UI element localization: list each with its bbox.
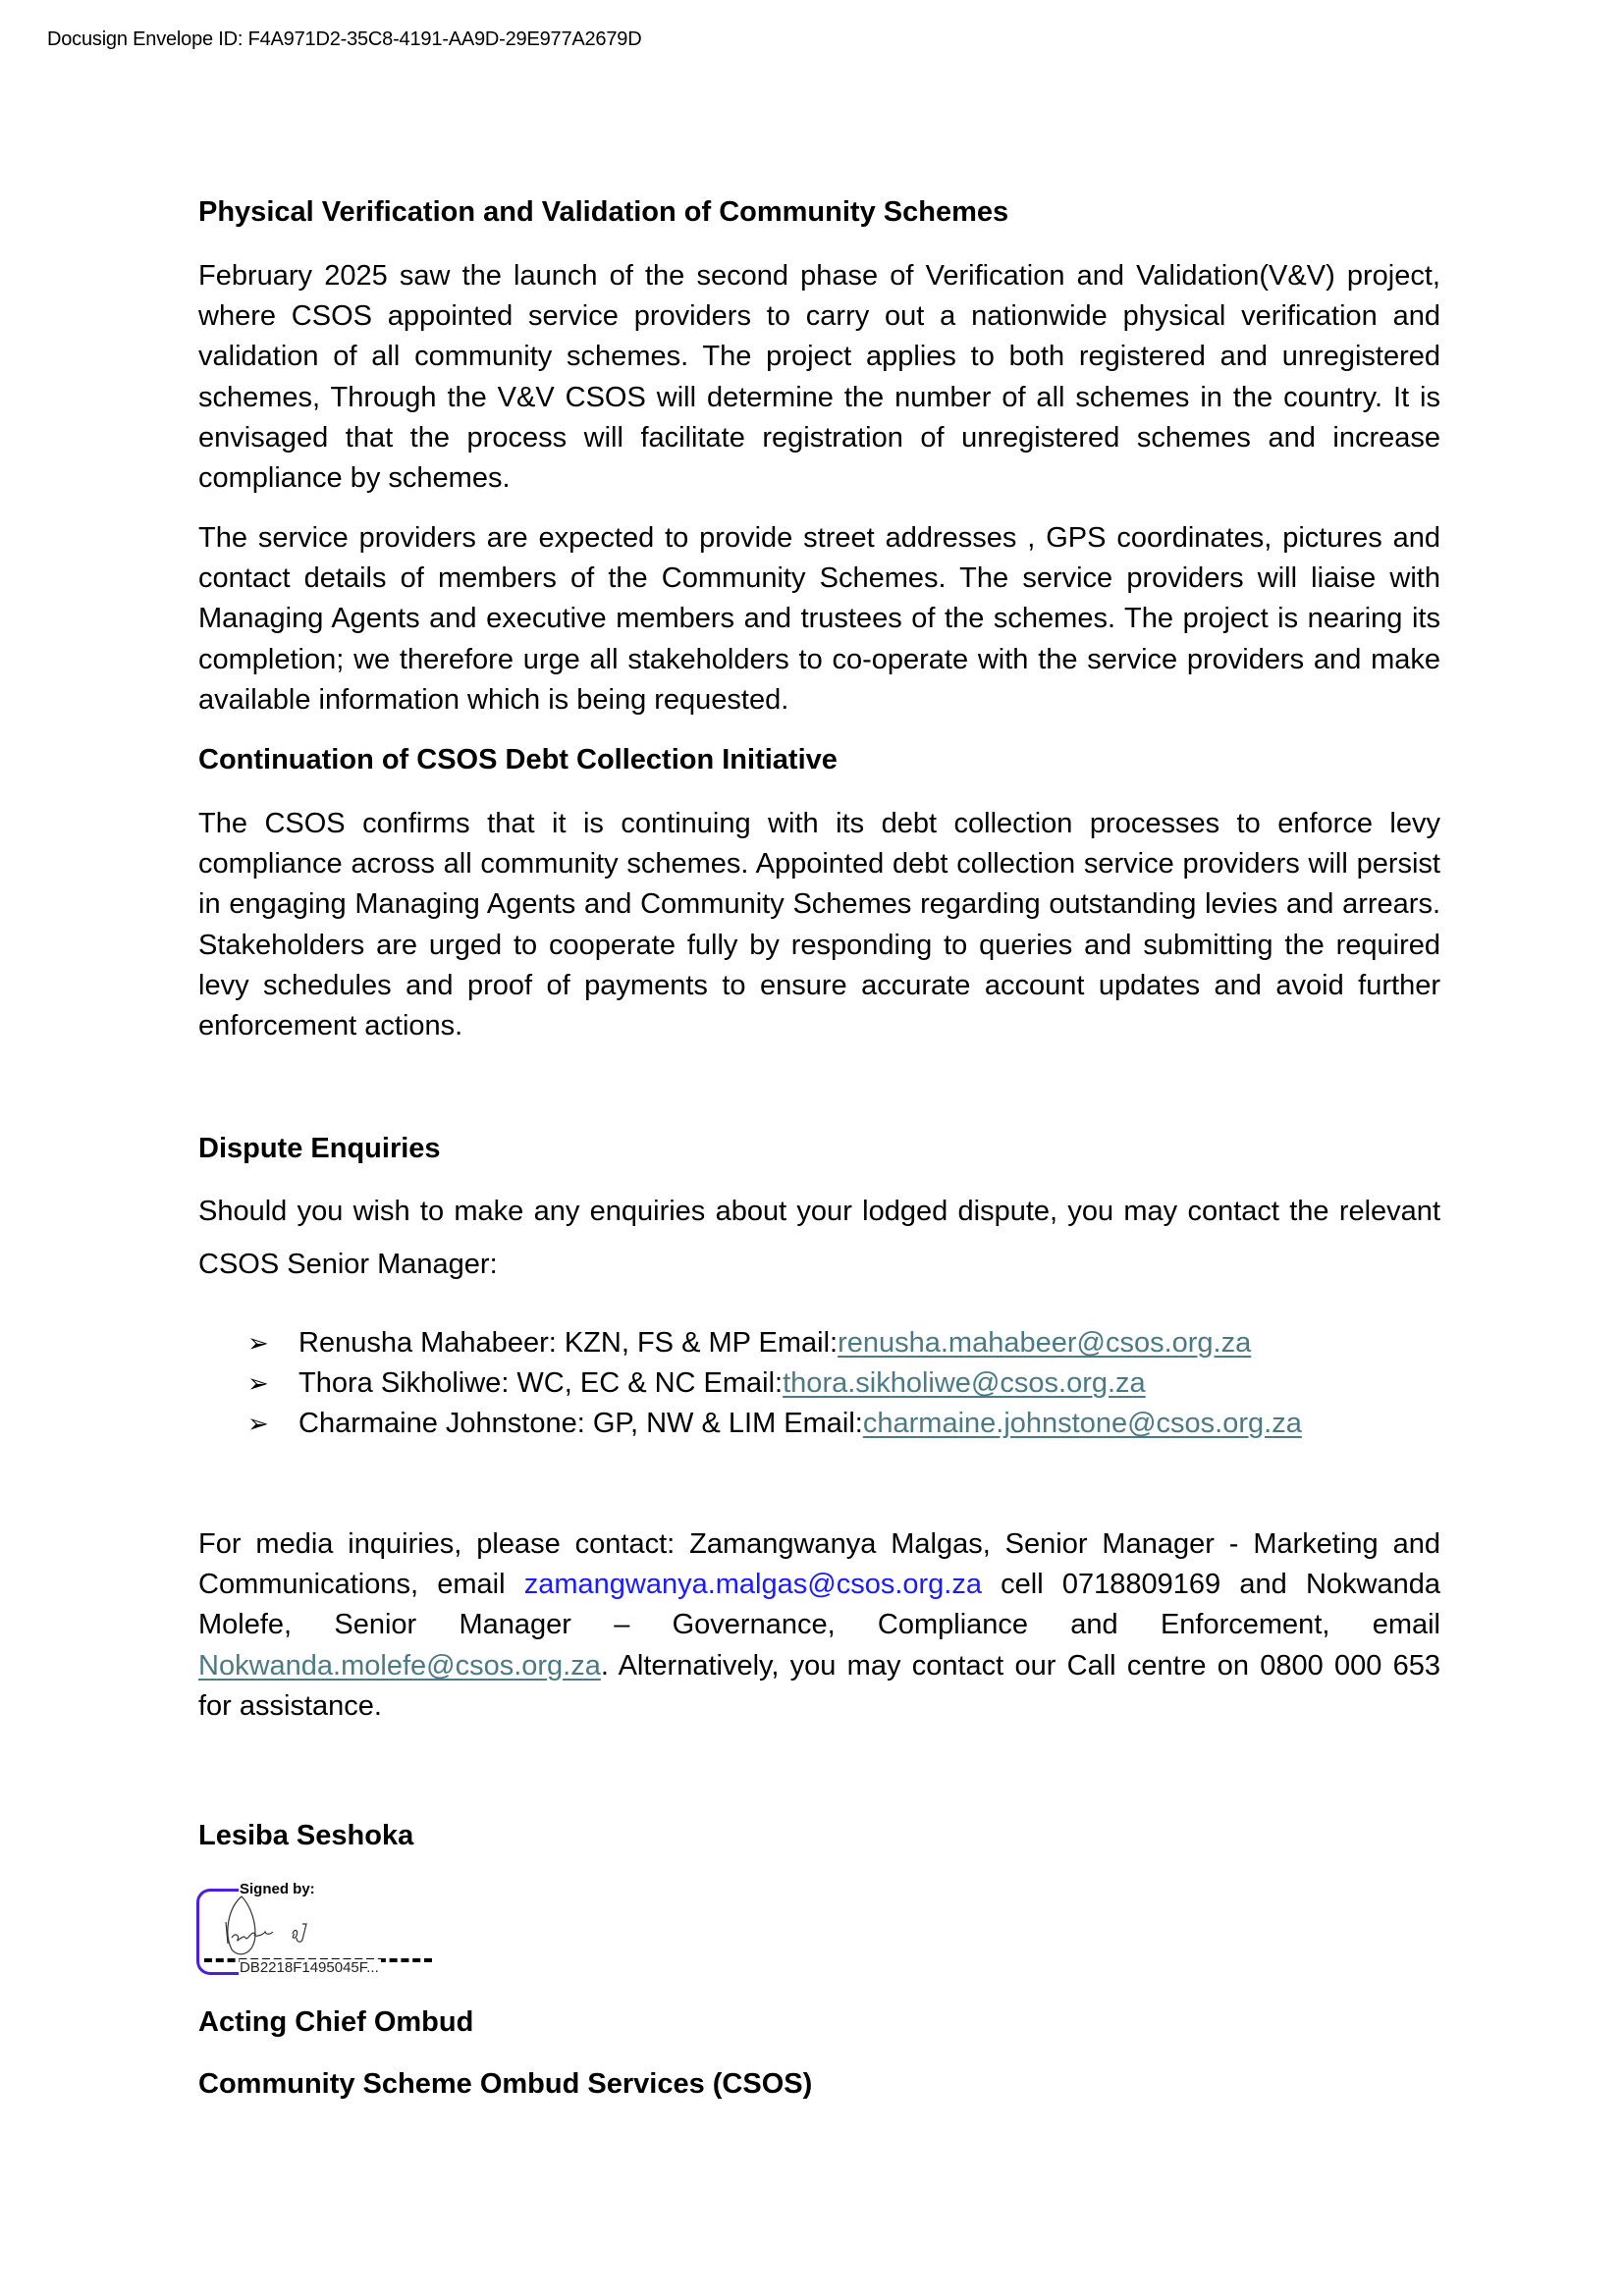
arrow-bullet-icon: ➢ <box>247 1368 269 1399</box>
contact-label: Thora Sikholiwe: WC, EC & NC Email: <box>298 1367 784 1400</box>
email-link-charmaine[interactable]: charmaine.johnstone@csos.org.za <box>862 1408 1302 1440</box>
list-item <box>247 1323 1302 1363</box>
media-text-1: For media inquiries, please contact: Zamangwanya Malgas, Senior Manager - Marketing and Communications, email <box>198 1528 1440 1601</box>
arrow-bullet-icon: ➢ <box>247 1328 269 1358</box>
docusign-signature-block <box>196 1881 432 1979</box>
signatory-organisation: Community Scheme Ombud Services (CSOS) <box>198 2068 813 2100</box>
senior-manager-list <box>247 1323 1302 1445</box>
signed-by-label: Signed by: <box>240 1881 315 1897</box>
arrow-bullet-icon: ➢ <box>247 1409 269 1439</box>
paragraph-vv-service-providers: The service providers are expected to provide street addresses , GPS coordinates, pictures and contact details of members of the Community Schemes. The service providers will liaise with Managing Agents and executive members and trustees of the schemes. The project is nearing its completion; we therefore urge all stakeholders to co-operate with the service providers and make available information which is being requested. <box>198 522 1440 716</box>
email-link-nokwanda[interactable]: Nokwanda.molefe@csos.org.za <box>198 1649 601 1682</box>
paragraph-media-inquiries <box>198 1524 1440 1727</box>
heading-dispute-enquiries: Dispute Enquiries <box>198 1133 441 1164</box>
contact-label: Renusha Mahabeer: KZN, FS & MP Email: <box>298 1327 839 1359</box>
paragraph-vv-launch: February 2025 saw the launch of the second phase of Verification and Validation(V&V) project, where CSOS appointed service providers to carry out a nationwide physical verification and validation of all community schemes. The project applies to both registered and unregistered schemes, Through the V&V CSOS will determine the number of all schemes in the country. It is envisaged that the process will facilitate registration of unregistered schemes and increase compliance by schemes. <box>198 260 1440 495</box>
list-item <box>247 1404 1302 1444</box>
contact-label: Charmaine Johnstone: GP, NW & LIM Email: <box>298 1408 863 1440</box>
signatory-title: Acting Chief Ombud <box>198 2006 474 2038</box>
email-link-thora[interactable]: thora.sikholiwe@csos.org.za <box>783 1367 1146 1400</box>
paragraph-debt-collection: The CSOS confirms that it is continuing with its debt collection processes to enforce levy compliance across all community schemes. Appointed debt collection service providers will persist in engaging Managing Agents and Community Schemes regarding outstanding levies and arrears. Stakeholders are urged to cooperate fully by responding to queries and submitting the required levy schedules and proof of payments to ensure accurate account updates and avoid further enforcement actions. <box>198 808 1440 1042</box>
docusign-envelope-id: Docusign Envelope ID: F4A971D2-35C8-4191-AA9D-29E977A2679D <box>47 28 642 50</box>
paragraph-dispute-enquiries: Should you wish to make any enquiries about your lodged dispute, you may contact the relevant CSOS Senior Manager: <box>198 1196 1440 1280</box>
email-link-zamangwanya[interactable]: zamangwanya.malgas@csos.org.za <box>523 1569 982 1601</box>
list-item <box>247 1363 1302 1404</box>
handwritten-signature-icon <box>220 1895 338 1959</box>
email-link-renusha[interactable]: renusha.mahabeer@csos.org.za <box>838 1327 1252 1359</box>
signatory-name: Lesiba Seshoka <box>198 1820 414 1851</box>
heading-debt-collection: Continuation of CSOS Debt Collection Initiative <box>198 744 838 775</box>
signer-id: DB2218F1495045F... <box>240 1959 379 1976</box>
heading-verification-validation: Physical Verification and Validation of Community Schemes <box>198 196 1009 228</box>
media-text-2: cell 0718809169 and Nokwanda Molefe, Senior Manager – Governance, Compliance and Enforcement, email <box>198 1569 1440 1641</box>
media-text-3: . Alternatively, you may contact our Call centre on 0800 000 653 for assistance. <box>198 1649 1440 1722</box>
